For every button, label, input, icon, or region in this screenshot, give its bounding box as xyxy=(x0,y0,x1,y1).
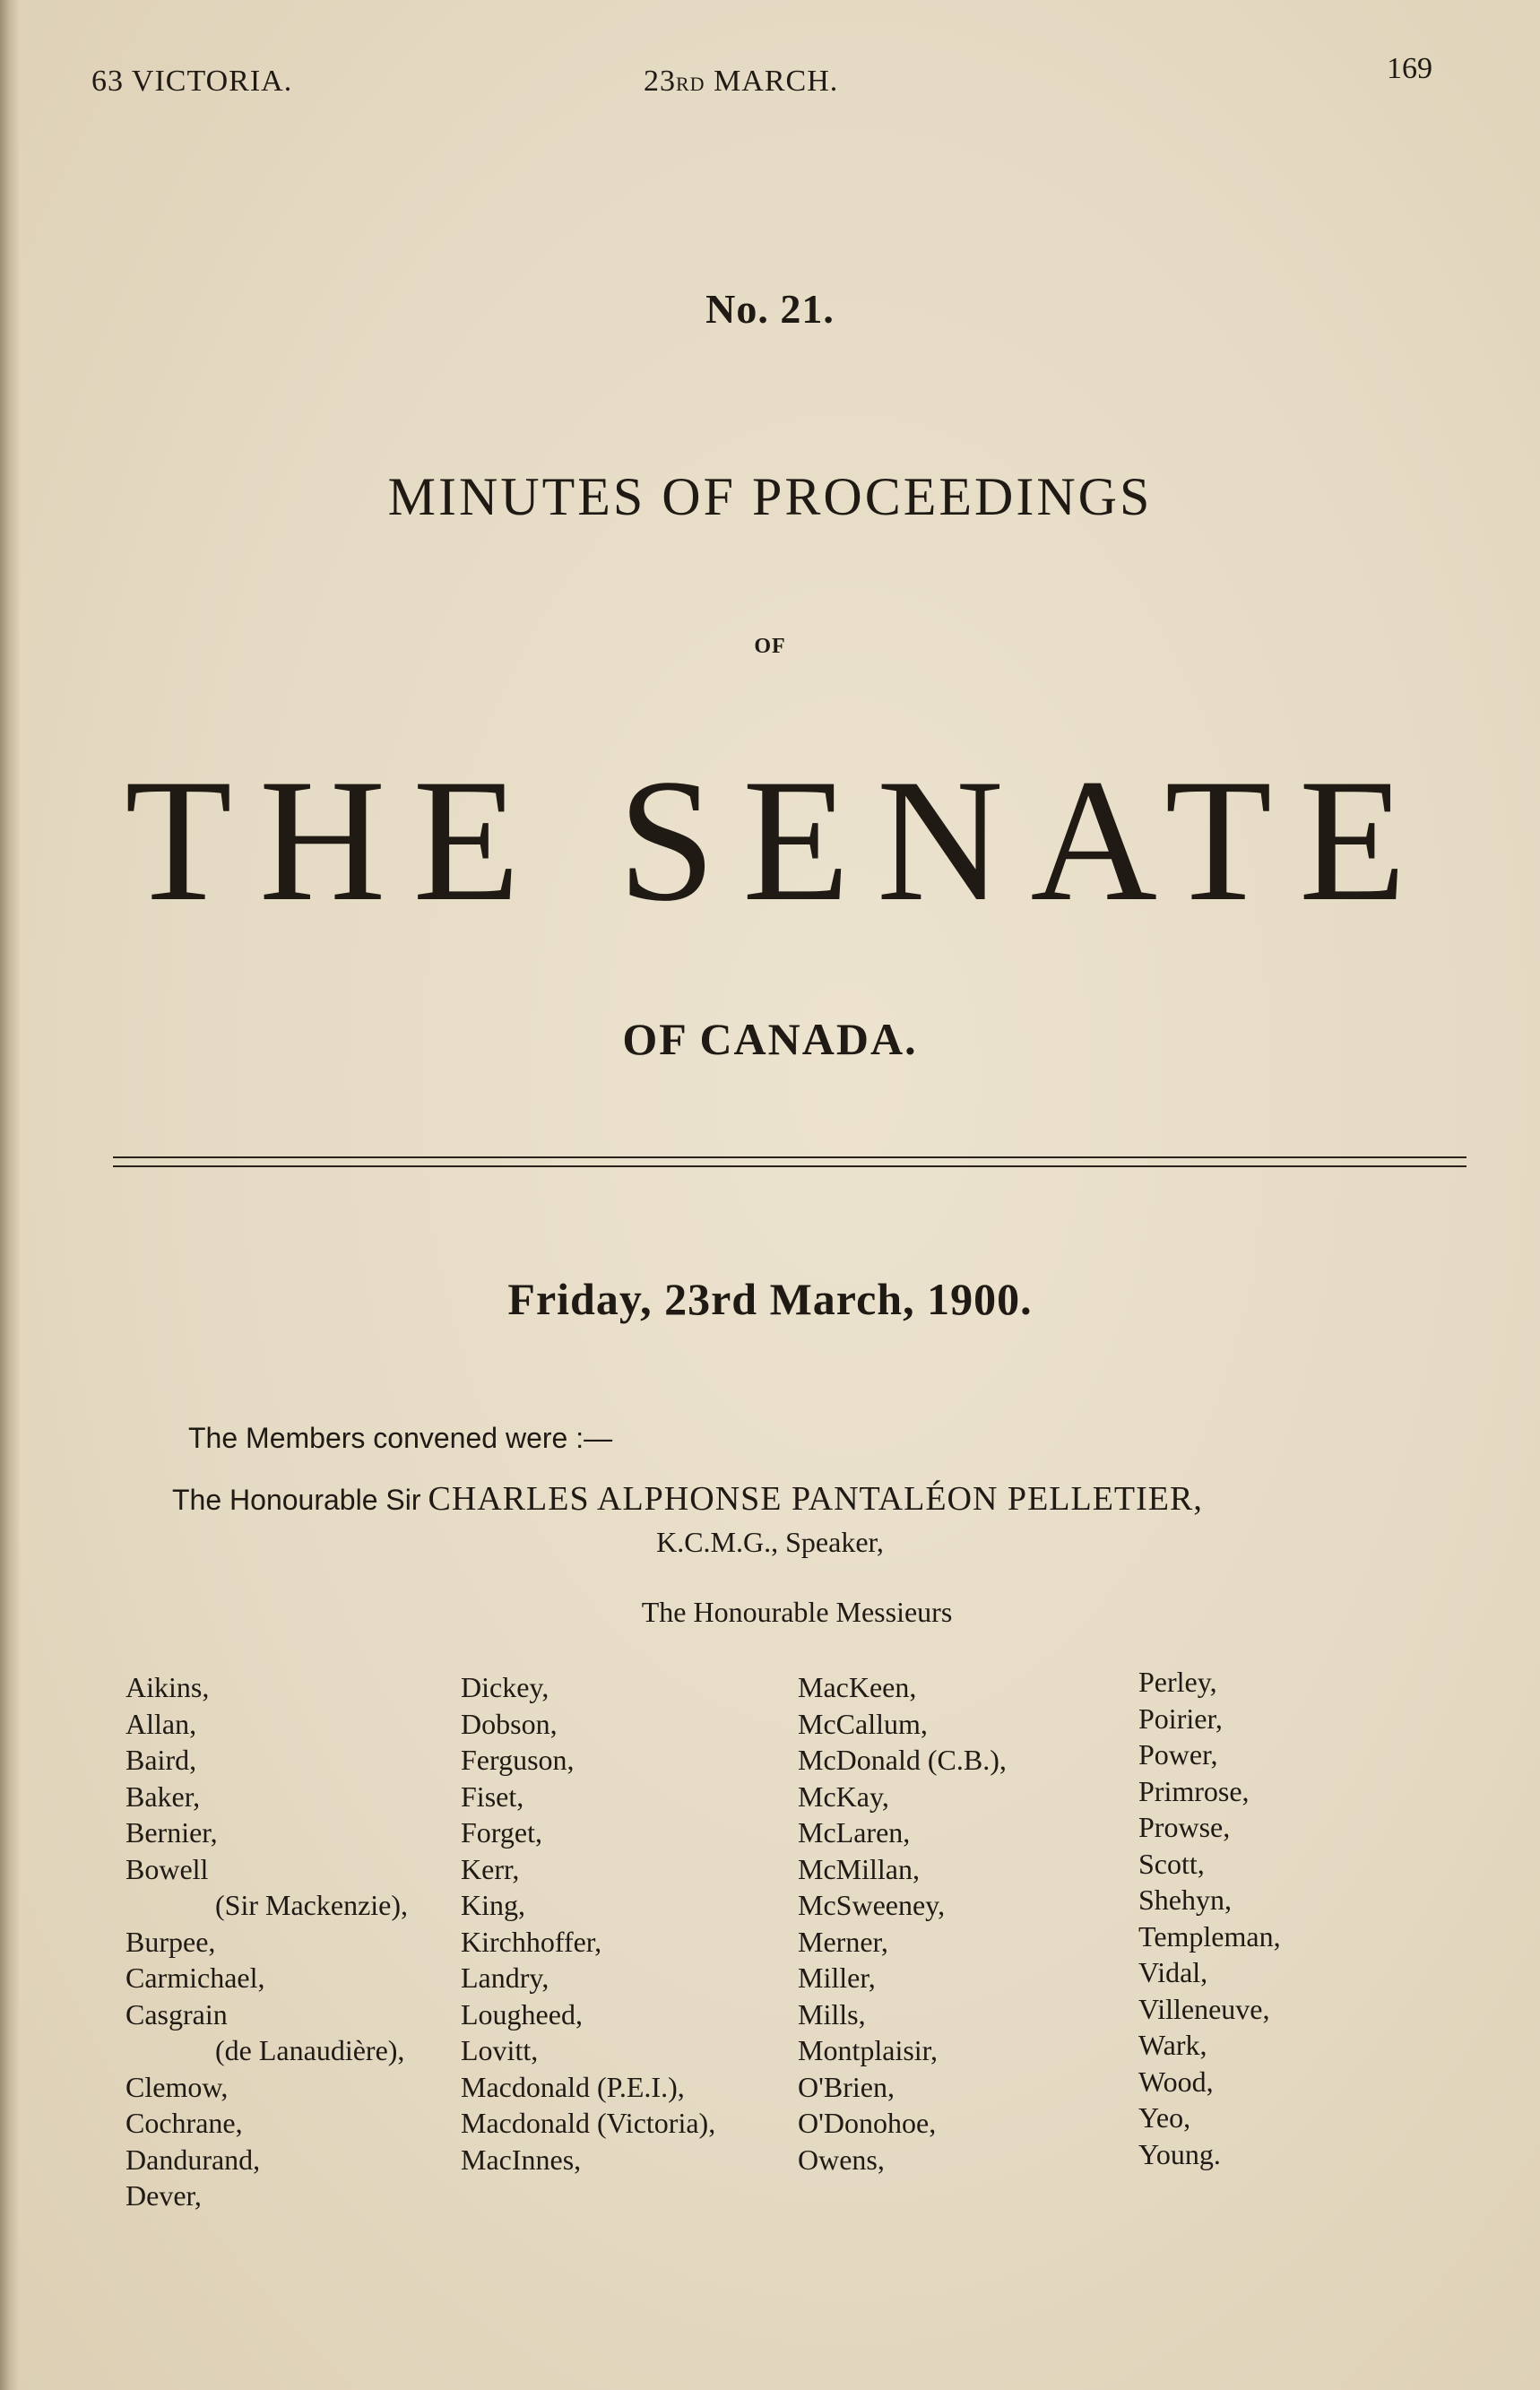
member-name: Aikins, xyxy=(125,1671,210,1703)
member-name: McCallum, xyxy=(798,1707,928,1740)
member-name: Shehyn, xyxy=(1138,1883,1232,1916)
member-name: Ferguson, xyxy=(461,1744,575,1776)
sitting-date: Friday, 23rd March, 1900. xyxy=(507,1274,1033,1324)
member-name: Lovitt, xyxy=(461,2034,539,2066)
member-name: Perley, xyxy=(1138,1666,1217,1698)
member-name: Templeman, xyxy=(1138,1919,1281,1953)
member-name: Poirier, xyxy=(1138,1702,1223,1735)
member-name: Scott, xyxy=(1138,1847,1205,1880)
member-name: Wood, xyxy=(1138,2065,1214,2098)
member-name: Prowse, xyxy=(1138,1811,1231,1843)
member-name: Fiset, xyxy=(461,1780,524,1813)
member-name: Allan, xyxy=(125,1707,197,1740)
member-name: O'Donohoe, xyxy=(798,2107,937,2139)
member-name: Young. xyxy=(1138,2137,1221,2170)
member-name: Dandurand, xyxy=(125,2143,261,2176)
session-header: 63 VICTORIA. xyxy=(91,65,293,98)
member-name: Merner, xyxy=(798,1925,888,1958)
member-name: Clemow, xyxy=(125,2070,229,2103)
convened-line: The Members convened were :— xyxy=(188,1422,613,1454)
member-name: Burpee, xyxy=(125,1925,216,1958)
member-name: Yeo, xyxy=(1138,2101,1191,2134)
speaker-line xyxy=(172,1479,1203,1519)
member-name: Dobson, xyxy=(461,1707,558,1740)
speaker-name: CHARLES ALPHONSE PANTALÉON PELLETIER, xyxy=(428,1480,1203,1518)
canada-heading: OF CANADA. xyxy=(622,1014,918,1064)
member-name: McKay, xyxy=(798,1780,889,1813)
member-name: Landry, xyxy=(461,1961,549,1994)
of-heading: OF xyxy=(754,635,786,658)
member-name: Kirchhoffer, xyxy=(461,1925,602,1958)
date-header-month: MARCH. xyxy=(714,65,839,98)
date-header xyxy=(644,65,838,99)
double-rule-bottom xyxy=(113,1165,1466,1167)
date-header-day: 23 xyxy=(644,65,676,98)
member-name: Casgrain xyxy=(125,1997,228,2031)
members-column-3 xyxy=(798,1669,1007,2178)
member-name: (de Lanaudière), xyxy=(215,2034,405,2066)
date-header-suffix: RD xyxy=(676,73,705,95)
member-name: Cochrane, xyxy=(125,2107,243,2139)
member-name: Lougheed, xyxy=(461,1997,583,2031)
member-name: (Sir Mackenzie), xyxy=(215,1889,409,1921)
member-name: Vidal, xyxy=(1138,1956,1208,1988)
member-name: Primrose, xyxy=(1138,1774,1250,1807)
member-name: MacKeen, xyxy=(798,1671,917,1703)
members-column-4 xyxy=(1138,1664,1281,2172)
member-name: Carmichael, xyxy=(125,1961,265,1994)
speaker-prefix: The Honourable Sir xyxy=(172,1484,421,1516)
member-name: Owens, xyxy=(798,2143,885,2176)
members-column-2 xyxy=(461,1669,715,2178)
member-name: MacInnes, xyxy=(461,2143,582,2176)
member-name: McDonald (C.B.), xyxy=(798,1744,1007,1776)
double-rule-top xyxy=(113,1156,1466,1158)
member-name: Montplaisir, xyxy=(798,2034,939,2066)
issue-number: No. 21. xyxy=(705,286,835,332)
member-name: Villeneuve, xyxy=(1138,1992,1270,2025)
member-name: McMillan, xyxy=(798,1852,920,1885)
member-name: McLaren, xyxy=(798,1816,911,1849)
member-name: Baird, xyxy=(125,1744,197,1776)
member-name: Wark, xyxy=(1138,2029,1207,2061)
member-name: Forget, xyxy=(461,1816,542,1849)
minutes-heading: MINUTES OF PROCEEDINGS xyxy=(387,467,1153,526)
member-name: Kerr, xyxy=(461,1852,520,1885)
member-name: Bernier, xyxy=(125,1816,218,1849)
member-name: Macdonald (Victoria), xyxy=(461,2107,716,2139)
member-name: Macdonald (P.E.I.), xyxy=(461,2070,685,2103)
member-name: Dickey, xyxy=(461,1671,549,1703)
member-name: Miller, xyxy=(798,1961,876,1994)
member-name: McSweeney, xyxy=(798,1889,946,1921)
member-name: Baker, xyxy=(125,1780,201,1813)
speaker-title: K.C.M.G., Speaker, xyxy=(656,1526,884,1558)
members-column-1 xyxy=(125,1669,408,2214)
member-name: King, xyxy=(461,1889,525,1921)
messieurs-heading: The Honourable Messieurs xyxy=(641,1596,953,1628)
binding-edge xyxy=(0,0,20,2390)
page-number: 169 xyxy=(1387,52,1432,85)
member-name: Power, xyxy=(1138,1738,1218,1771)
member-name: Mills, xyxy=(798,1997,866,2031)
member-name: Dever, xyxy=(125,2179,202,2212)
member-name: Bowell xyxy=(125,1852,209,1885)
member-name: O'Brien, xyxy=(798,2070,895,2103)
senate-heading: THE SENATE xyxy=(125,743,1433,938)
